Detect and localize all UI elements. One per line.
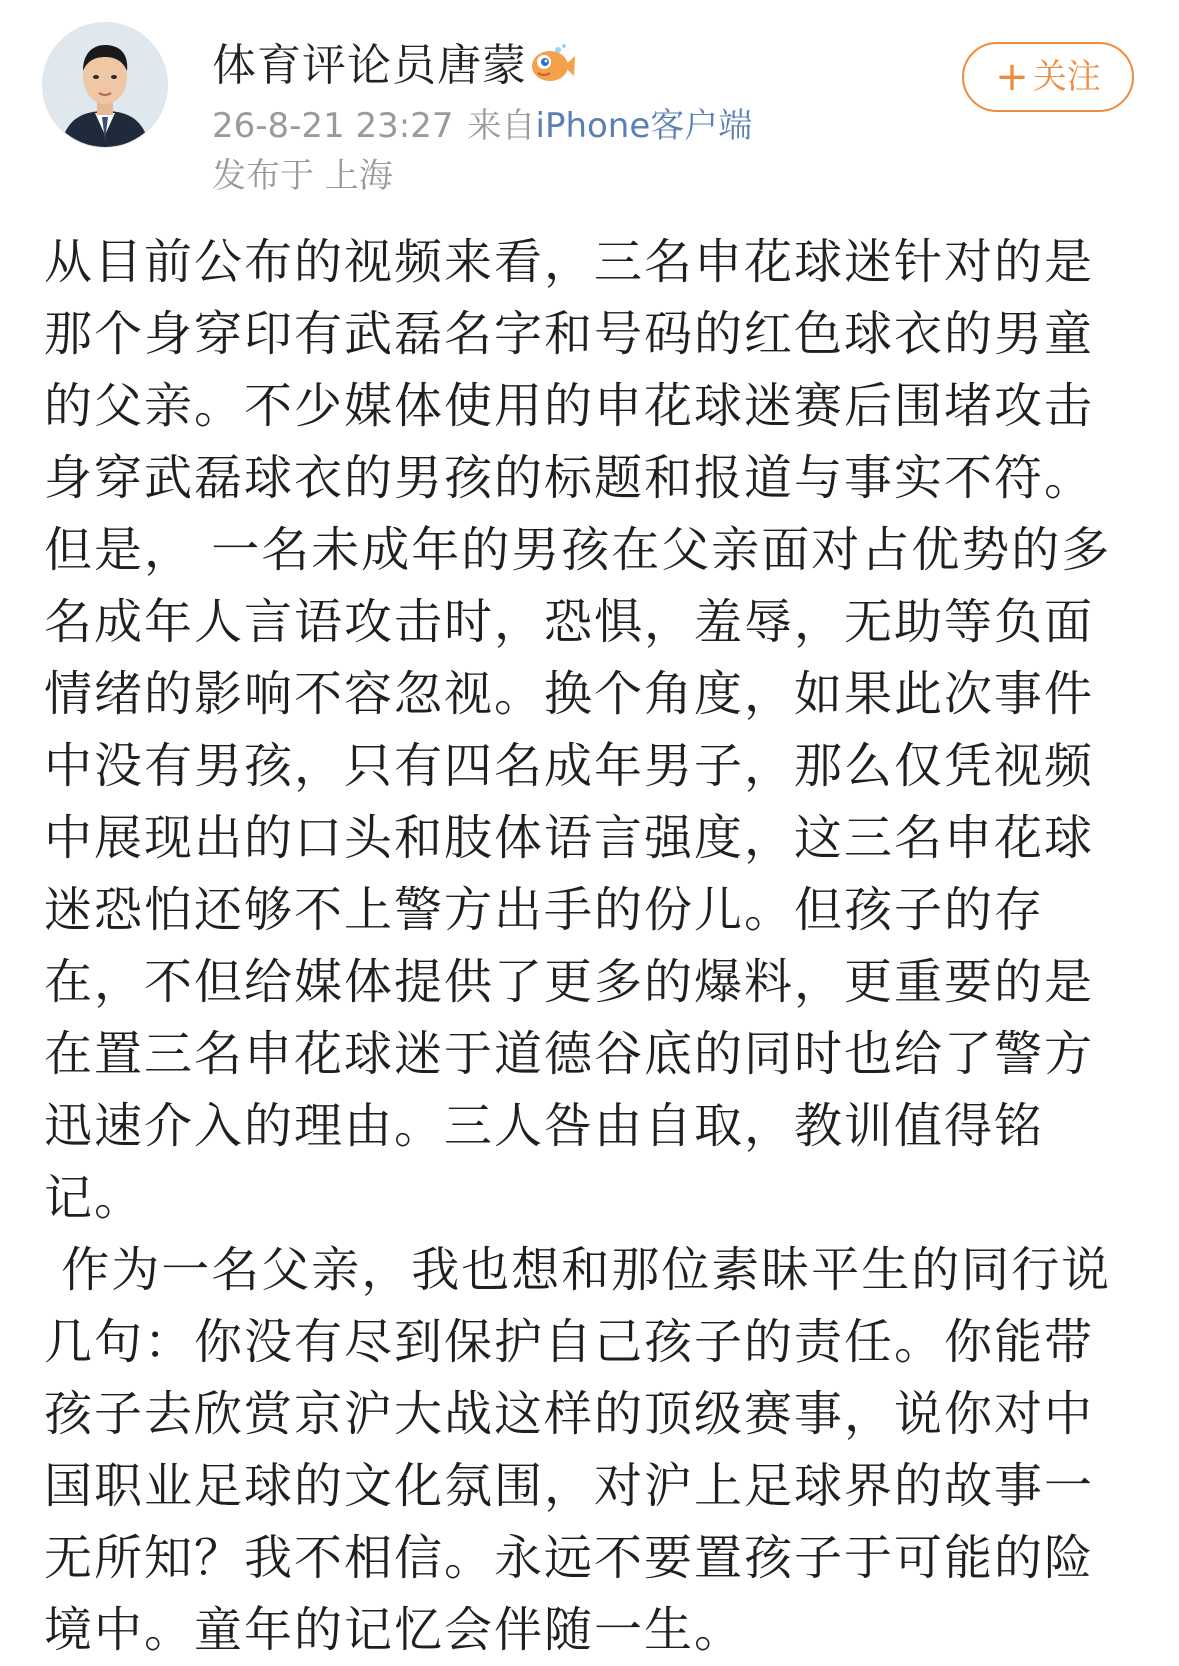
- user-avatar[interactable]: [42, 22, 168, 148]
- plus-icon: +: [995, 54, 1029, 100]
- fish-emoji-icon: [528, 42, 576, 86]
- user-name[interactable]: 体育评论员唐蒙: [212, 40, 527, 91]
- source-prefix: 来自: [467, 106, 536, 146]
- post-paragraph-2: 作为一名父亲，我也想和那位素昧平生的同行说几句：你没有尽到保护自己孩子的责任。你能带孩子去欣赏京沪大战这样的顶级赛事，说你对中国职业足球的文化氛围，对沪上足球界的故事一无所知？我不相信。永远不要置孩子于可能的险境中。童年的记忆会伴随一生。: [44, 1242, 1112, 1658]
- avatar-portrait-icon: [43, 23, 167, 147]
- source-client-link[interactable]: iPhone客户端: [535, 106, 753, 146]
- follow-label: 关注: [1032, 57, 1101, 97]
- post-header: [0, 0, 1179, 210]
- post-meta: [212, 104, 752, 148]
- post-timestamp: 26-8-21 23:27: [212, 106, 454, 146]
- post-paragraph-1: 从目前公布的视频来看，三名申花球迷针对的是那个身穿印有武磊名字和号码的红色球衣的男童的父亲。不少媒体使用的申花球迷赛后围堵攻击身穿武磊球衣的男孩的标题和报道与事实不符。但是， 一名未成年的男孩在父亲面对占优势的多名成年人言语攻击时，恐惧，羞辱，无助等负面情绪的影响不容忽视。换个角度，如果此次事件中没有男孩，只有四名成年男子，那么仅凭视频中展现出的口头和肢体语言强度，这三名申花球迷恐怕还够不上警方出手的份儿。但孩子的存在，不但给媒体提供了更多的爆料，更重要的是在置三名申花球迷于道德谷底的同时也给了警方迅速介入的理由。三人咎由自取，教训值得铭记。: [44, 234, 1112, 1226]
- post-location: 发布于 上海: [212, 156, 393, 196]
- follow-button[interactable]: [962, 42, 1134, 112]
- post-body: [44, 226, 1136, 1666]
